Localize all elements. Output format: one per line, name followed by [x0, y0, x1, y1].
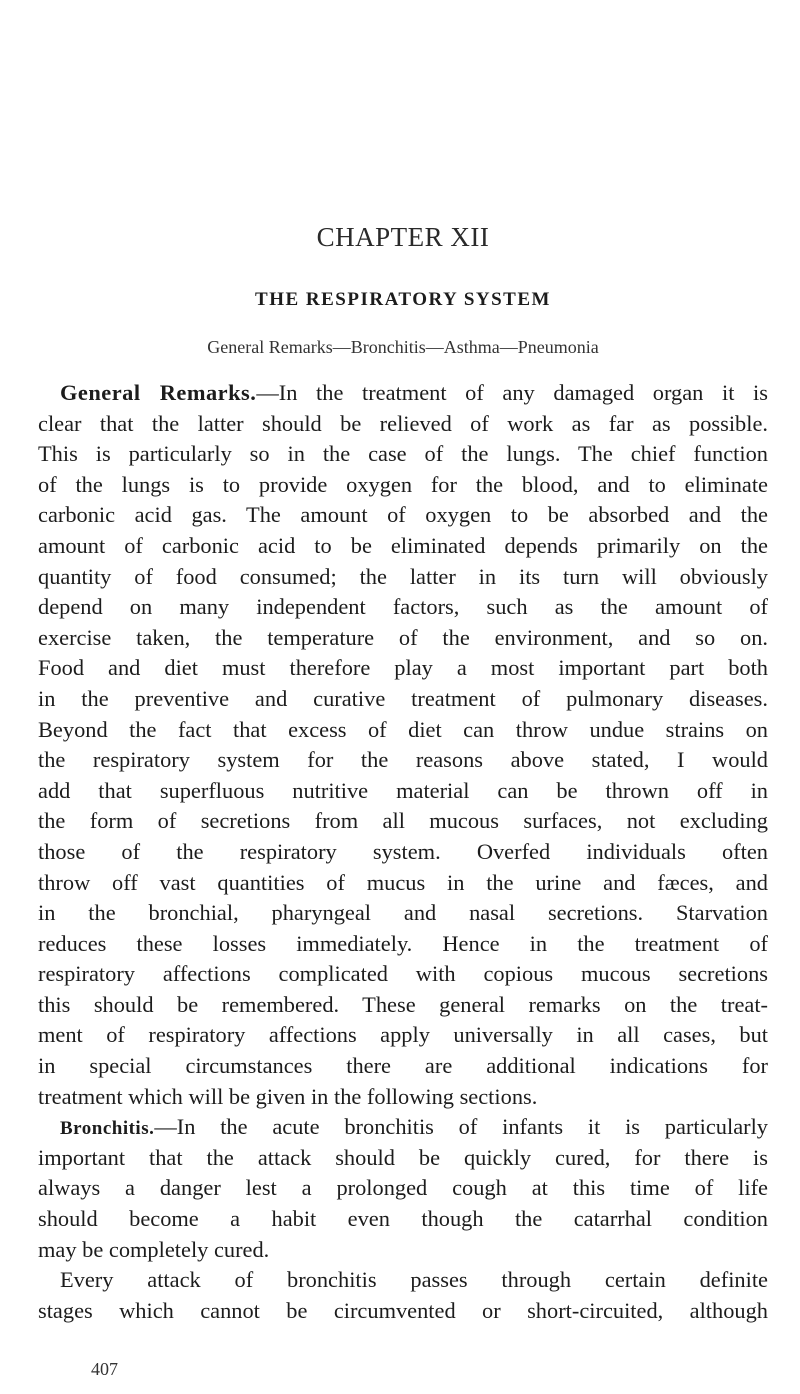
- text-line: the respiratory system for the reasons above stated, I would: [38, 747, 768, 773]
- chapter-heading: CHAPTER XII: [316, 222, 490, 252]
- text-line: this should be remembered. These general remarks on the treat-: [38, 991, 768, 1017]
- text-line: add that superfluous nutritive material can be thrown off in: [38, 777, 768, 803]
- text-line: respiratory affections complicated with copious mucous secretions: [38, 961, 768, 987]
- text-line: depend on many independent factors, such as the amount of: [38, 594, 768, 620]
- text-line: in special circumstances there are additional indications for: [38, 1053, 768, 1079]
- body-text: [38, 378, 768, 1326]
- text-line: always a danger lest a prolonged cough at this time of life: [38, 1175, 768, 1201]
- text-line: should become a habit even though the catarrhal condition: [38, 1206, 768, 1232]
- text-line: Every attack of bronchitis passes through certain definite: [60, 1267, 768, 1293]
- text-line: carbonic acid gas. The amount of oxygen to be absorbed and the: [38, 502, 768, 528]
- text-line: stages which cannot be circumvented or short-circuited, although: [38, 1297, 768, 1323]
- text-line: exercise taken, the temperature of the environment, and so on.: [38, 624, 768, 650]
- book-page: [38, 0, 768, 1394]
- text-line: Beyond the fact that excess of diet can throw undue strains on: [38, 716, 768, 742]
- page-number: 407: [91, 1359, 118, 1379]
- text-line: important that the attack should be quickly cured, for there is: [38, 1144, 768, 1170]
- section-title: THE RESPIRATORY SYSTEM: [255, 289, 551, 310]
- text-line: in the bronchial, pharyngeal and nasal secretions. Starvation: [38, 900, 768, 926]
- text-line: treatment which will be given in the following sections.: [38, 1083, 538, 1109]
- text-line: Food and diet must therefore play a most important part both: [38, 655, 768, 681]
- text-line: amount of carbonic acid to be eliminated depends primarily on the: [38, 532, 768, 558]
- text-line: of the lungs is to provide oxygen for the blood, and to eliminate: [38, 471, 768, 497]
- text-line: quantity of food consumed; the latter in its turn will obviously: [38, 563, 768, 589]
- text-line: Bronchitis.—In the acute bronchitis of infants it is particularly: [60, 1114, 768, 1140]
- run-in-heading-bronchitis: Bronchitis.: [60, 1118, 155, 1140]
- text-line: This is particularly so in the case of the lungs. The chief function: [38, 441, 768, 467]
- text-line: throw off vast quantities of mucus in the urine and fæces, and: [38, 869, 768, 895]
- run-in-heading-general-remarks: General Remarks.: [60, 380, 257, 405]
- chapter-contents: General Remarks—Bronchitis—Asthma—Pneumonia: [207, 337, 599, 357]
- text-line: clear that the latter should be relieved of work as far as possible.: [38, 410, 768, 436]
- text-line: in the preventive and curative treatment of pulmonary diseases.: [38, 685, 768, 711]
- text-line: may be completely cured.: [38, 1236, 270, 1262]
- text-line: the form of secretions from all mucous surfaces, not excluding: [38, 808, 768, 834]
- text-line: ment of respiratory affections apply universally in all cases, but: [38, 1022, 768, 1048]
- text-line: General Remarks.—In the treatment of any damaged organ it is: [60, 380, 768, 405]
- text-line: reduces these losses immediately. Hence in the treatment of: [38, 930, 768, 956]
- text-line: those of the respiratory system. Overfed individuals often: [38, 838, 768, 864]
